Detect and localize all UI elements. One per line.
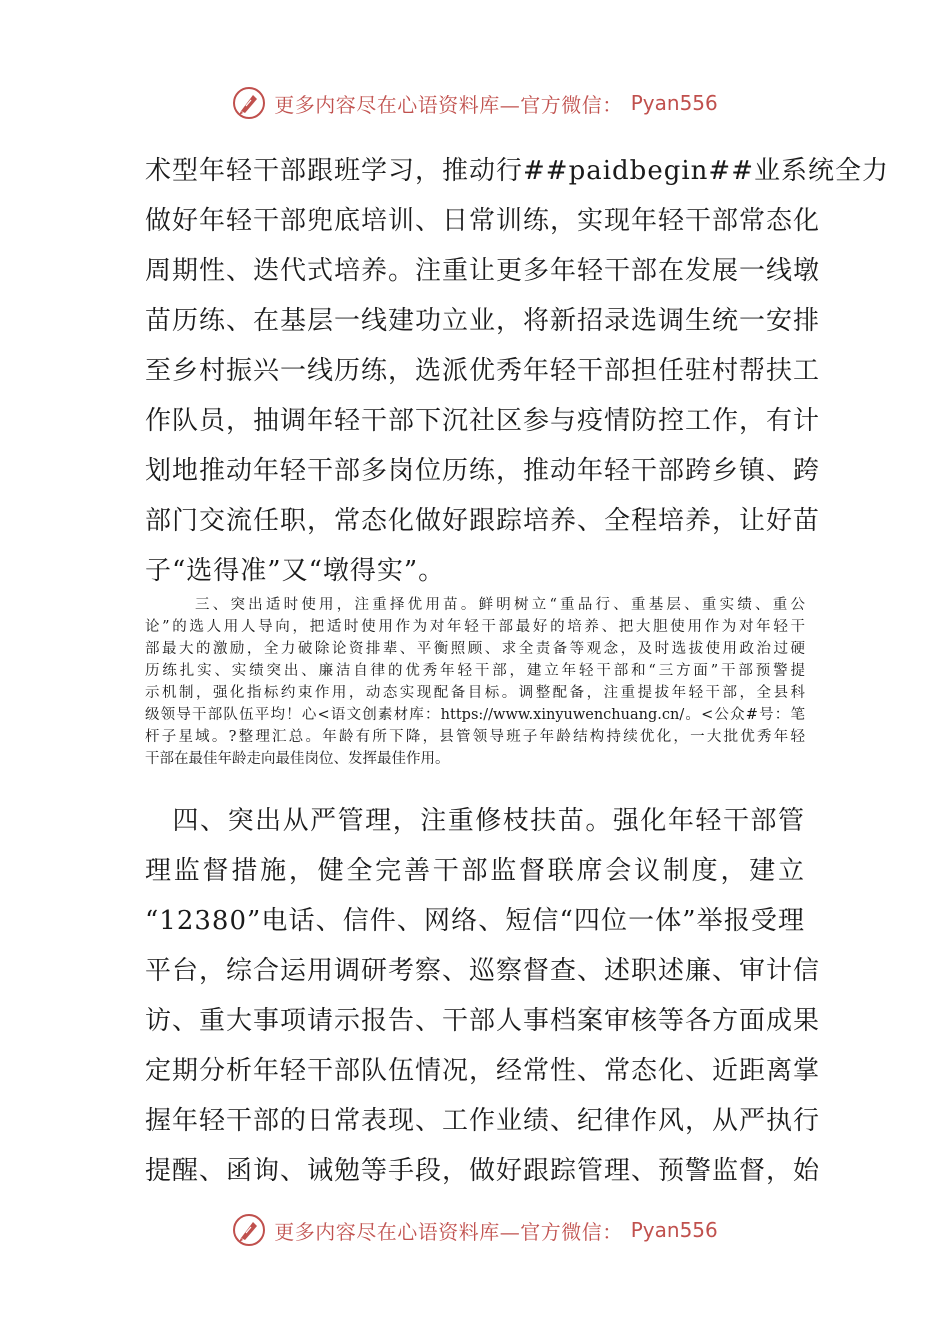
- text-line: 论”的选人用人导向，把适时使用作为对年轻干部最好的培养、把大胆使用作为对年轻干: [145, 619, 805, 635]
- text-line: 部最大的激励，全力破除论资排辈、平衡照顾、求全责备等观念，及时选拔使用政治过硬: [145, 641, 805, 657]
- text-line: 划地推动年轻干部多岗位历练，推动年轻干部跨乡镇、跨: [145, 456, 821, 486]
- text-line: 四、突出从严管理，注重修枝扶苗。强化年轻干部管: [145, 806, 805, 836]
- text-line: 访、重大事项请示报告、干部人事档案审核等各方面成果: [145, 1006, 821, 1036]
- text-line: 杆子星域。?整理汇总。年龄有所下降，县管领导班子年龄结构持续优化，一大批优秀年轻: [145, 729, 805, 745]
- text-line: “12380”电话、信件、网络、短信“四位一体”举报受理: [145, 906, 805, 936]
- header-watermark: [0, 83, 950, 123]
- text-line: 子“选得准”又“墩得实”。: [145, 556, 446, 586]
- watermark-contact: Pyan556: [630, 91, 718, 115]
- text-line: 干部在最佳年龄走向最佳岗位、发挥最佳作用。: [145, 751, 450, 767]
- body-paragraph-3: [145, 796, 821, 1196]
- text-line: 提醒、函询、诫勉等手段，做好跟踪管理、预警监督，始: [145, 1156, 821, 1186]
- text-line: 作队员，抽调年轻干部下沉社区参与疫情防控工作，有计: [145, 406, 821, 436]
- text-line: 定期分析年轻干部队伍情况，经常性、常态化、近距离掌: [145, 1056, 821, 1086]
- body-paragraph-1: [145, 146, 889, 596]
- text-line: 三、突出适时使用，注重择优用苗。鲜明树立“重品行、重基层、重实绩、重公: [195, 597, 805, 613]
- watermark-slogan: 更多内容尽在心语资料库—官方微信：: [274, 1219, 623, 1244]
- text-line: 至乡村振兴一线历练，选派优秀年轻干部担任驻村帮扶工: [145, 356, 821, 386]
- pen-nib-logo-icon: [232, 86, 266, 120]
- pen-nib-logo-icon: [232, 1213, 266, 1247]
- body-paragraph-2: [145, 594, 805, 770]
- text-line: 周期性、迭代式培养。注重让更多年轻干部在发展一线墩: [145, 256, 821, 286]
- text-line: 历练扎实、实绩突出、廉洁自律的优秀年轻干部，建立年轻干部和“三方面”干部预警提: [145, 663, 805, 679]
- text-line: 部门交流任职，常态化做好跟踪培养、全程培养，让好苗: [145, 506, 821, 536]
- watermark-contact: Pyan556: [630, 1218, 718, 1242]
- text-line: 示机制，强化指标约束作用，动态实现配备目标。调整配备，注重提拔年轻干部，全县科: [145, 685, 805, 701]
- text-line: 握年轻干部的日常表现、工作业绩、纪律作风，从严执行: [145, 1106, 821, 1136]
- text-line: 术型年轻干部跟班学习，推动行##paidbegin##业系统全力: [145, 156, 889, 186]
- text-line: 理监督措施，健全完善干部监督联席会议制度，建立: [145, 856, 805, 886]
- watermark-slogan: 更多内容尽在心语资料库—官方微信：: [274, 92, 623, 117]
- text-line: 苗历练、在基层一线建功立业，将新招录选调生统一安排: [145, 306, 821, 336]
- text-line: 平台，综合运用调研考察、巡察督查、述职述廉、审计信: [145, 956, 821, 986]
- text-line: 做好年轻干部兜底培训、日常训练，实现年轻干部常态化: [145, 206, 821, 236]
- footer-watermark: [0, 1210, 950, 1250]
- text-line: 级领导干部队伍平均！心<语文创素材库：https://www.xinyuwenchuang.cn/。<公众#号：笔: [145, 707, 805, 723]
